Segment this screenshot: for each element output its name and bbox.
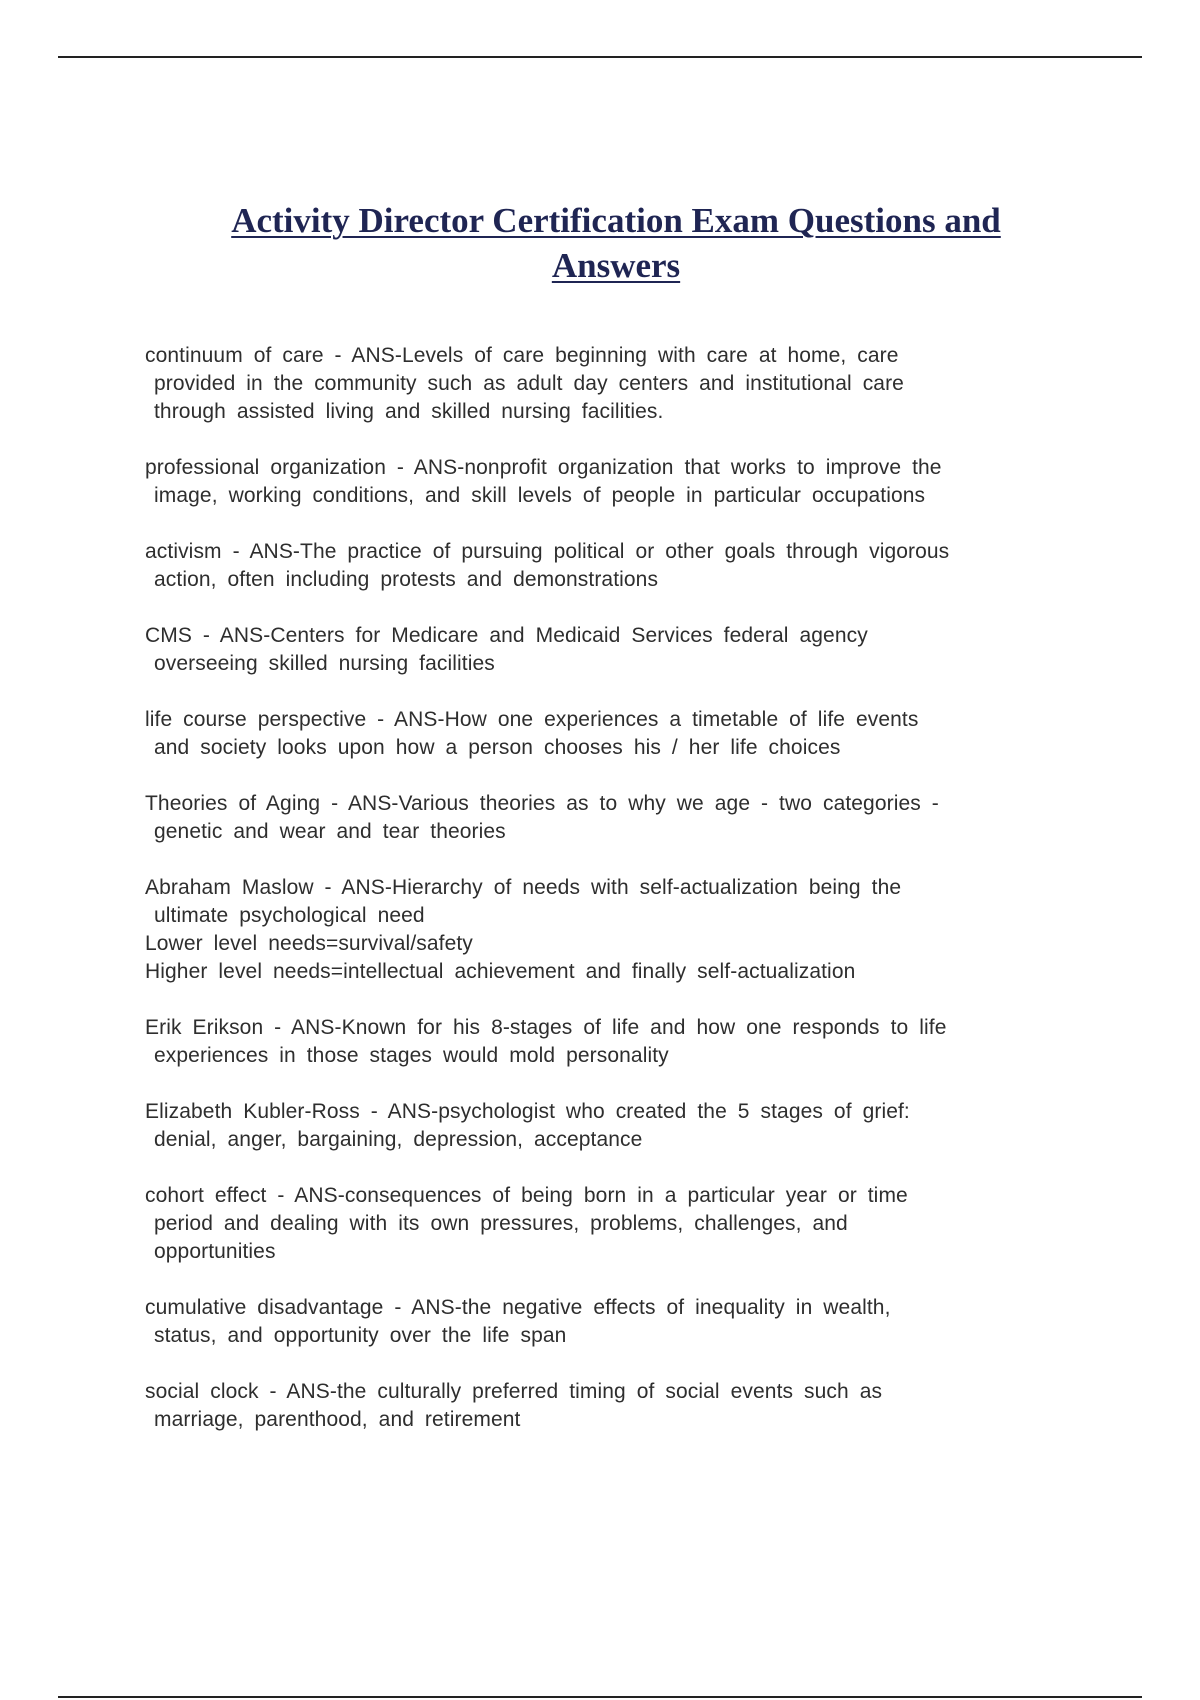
qa-entry: [145, 538, 1085, 594]
qa-entry: [145, 1014, 1085, 1070]
entry-line: life course perspective - ANS-How one experiences a timetable of life events: [145, 708, 919, 731]
entry-line: marriage, parenthood, and retirement: [154, 1408, 521, 1431]
qa-entry: [145, 454, 1085, 510]
entry-line: activism - ANS-The practice of pursuing political or other goals through vigorous: [145, 540, 950, 563]
qa-entry: [145, 1294, 1085, 1350]
title-line-1: Activity Director Certification Exam Questions and: [231, 201, 1001, 240]
entry-line: action, often including protests and demonstrations: [154, 568, 659, 591]
qa-entry: [145, 874, 1085, 986]
entry-line: opportunities: [154, 1240, 276, 1263]
entry-line: provided in the community such as adult day centers and institutional care: [154, 372, 904, 395]
qa-entry: [145, 622, 1085, 678]
entry-line: professional organization - ANS-nonprofit organization that works to improve the: [145, 456, 942, 479]
entry-line: through assisted living and skilled nursing facilities.: [154, 400, 664, 423]
entry-line: Erik Erikson - ANS-Known for his 8-stages of life and how one responds to life: [145, 1016, 947, 1039]
top-rule: [58, 56, 1142, 58]
entry-line: image, working conditions, and skill levels of people in particular occupations: [154, 484, 926, 507]
entry-line: CMS - ANS-Centers for Medicare and Medicaid Services federal agency: [145, 624, 868, 647]
entry-line: overseeing skilled nursing facilities: [154, 652, 495, 675]
qa-entry: [145, 790, 1085, 846]
title-line-2: Answers: [551, 246, 681, 285]
qa-entry: [145, 342, 1085, 426]
entry-line: continuum of care - ANS-Levels of care beginning with care at home, care: [145, 344, 899, 367]
entry-line: status, and opportunity over the life span: [154, 1324, 567, 1347]
qa-entry: [145, 1378, 1085, 1434]
entry-line: Abraham Maslow - ANS-Hierarchy of needs with self-actualization being the: [145, 876, 902, 899]
entry-line: and society looks upon how a person chooses his / her life choices: [154, 736, 841, 759]
entry-line: period and dealing with its own pressures, problems, challenges, and: [154, 1212, 848, 1235]
entry-line: Higher level needs=intellectual achievement and finally self-actualization: [145, 960, 856, 983]
entry-line: cumulative disadvantage - ANS-the negative effects of inequality in wealth,: [145, 1296, 891, 1319]
entry-line: Elizabeth Kubler-Ross - ANS-psychologist who created the 5 stages of grief:: [145, 1100, 910, 1123]
entry-line: denial, anger, bargaining, depression, acceptance: [154, 1128, 643, 1151]
entry-line: experiences in those stages would mold personality: [154, 1044, 669, 1067]
entry-line: social clock - ANS-the culturally preferred timing of social events such as: [145, 1380, 883, 1403]
entry-line: Theories of Aging - ANS-Various theories as to why we age - two categories -: [145, 792, 939, 815]
qa-entry: [145, 706, 1085, 762]
entry-line: genetic and wear and tear theories: [154, 820, 506, 843]
bottom-rule: [58, 1696, 1142, 1698]
qa-list: [145, 342, 1085, 1462]
entry-line: cohort effect - ANS-consequences of being born in a particular year or time: [145, 1184, 908, 1207]
entry-line: ultimate psychological need: [154, 904, 425, 927]
entry-line: Lower level needs=survival/safety: [145, 932, 473, 955]
qa-entry: [145, 1182, 1085, 1266]
qa-entry: [145, 1098, 1085, 1154]
document-title: [170, 198, 1062, 288]
